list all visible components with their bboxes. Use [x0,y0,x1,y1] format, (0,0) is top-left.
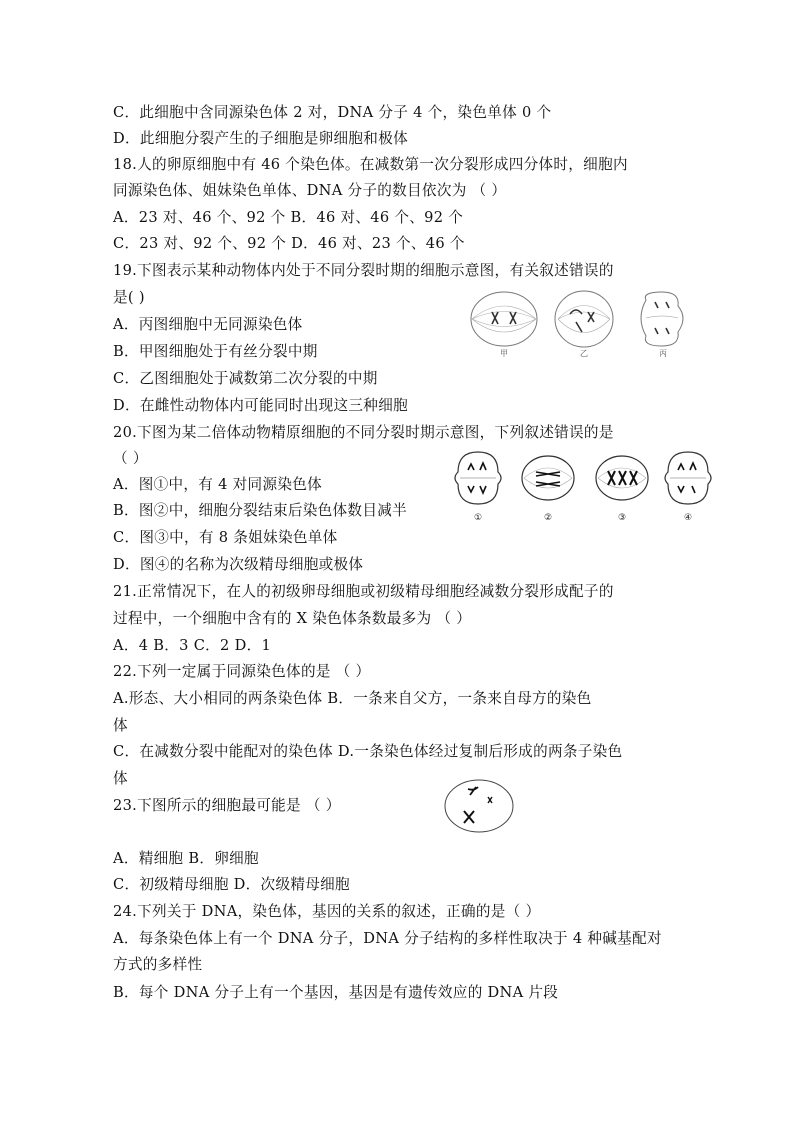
cell-4-diagram [665,452,711,523]
text-line: 方式的多样性 [113,956,203,973]
text-line: C．此细胞中含同源染色体 2 对，DNA 分子 4 个，染色单体 0 个 [113,104,552,121]
option-line: A．每条染色体上有一个 DNA 分子，DNA 分子结构的多样性取决于 4 种碱基配对 [113,930,662,947]
label-4: ④ [684,513,693,523]
option-line: D．在雌性动物体内可能同时出现这三种细胞 [113,397,408,414]
text-line: D．此细胞分裂产生的子细胞是卵细胞和极体 [113,130,408,147]
q23-cell-figure [442,777,516,835]
cell-3-diagram [596,456,648,523]
question-21: 21.正常情况下，在人的初级卵母细胞或初级精母细胞经减数分裂形成配子的 [113,583,614,600]
q19-cell-figure [466,288,706,360]
option-line: A．4 B．3 C．2 D．1 [113,637,272,654]
caption-yi: 乙 [580,349,588,358]
option-line: D．图④的名称为次级精母细胞或极体 [113,556,364,573]
option-line: C．图③中，有 8 条姐妹染色单体 [113,529,338,546]
option-line: C．在减数分裂中能配对的染色体 D.一条染色体经过复制后形成的两条子染色 [113,743,623,760]
question-22: 22.下列一定属于同源染色体的是 （ ） [113,663,371,680]
option-line: B．图②中，细胞分裂结束后染色体数目减半 [113,502,408,519]
text-line: 体 [113,717,128,734]
text-line: （ ） [113,450,148,467]
option-line: A．精细胞 B．卵细胞 [113,850,259,867]
label-1: ① [474,513,483,523]
caption-jia: 甲 [500,349,508,358]
option-line: B．甲图细胞处于有丝分裂中期 [113,343,318,360]
cell-jia-diagram [471,292,537,358]
label-2: ② [544,513,553,523]
text-line: 同源染色体、姐妹染色单体、DNA 分子的数目依次为 （ ） [113,182,507,199]
text-line: 过程中，一个细胞中含有的 X 染色体条数最多为 （ ） [113,610,472,627]
cell-2-diagram [522,456,574,523]
caption-bing: 丙 [659,349,667,358]
cell-bing-diagram [641,292,683,358]
question-19: 19.下图表示某种动物体内处于不同分裂时期的细胞示意图，有关叙述错误的 [113,262,614,279]
question-20: 20.下图为某二倍体动物精原细胞的不同分裂时期示意图，下列叙述错误的是 [113,424,614,441]
text-line: 是( ) [113,289,145,306]
question-18: 18.人的卵原细胞中有 46 个染色体。在减数第一次分裂形成四分体时，细胞内 [113,156,628,173]
cell-1-diagram [455,452,501,523]
option-line: B．每个 DNA 分子上有一个基因，基因是有遗传效应的 DNA 片段 [113,984,559,1001]
option-line: C．初级精母细胞 D．次级精母细胞 [113,876,350,893]
question-23: 23.下图所示的细胞最可能是 （ ） [113,797,341,814]
option-line: C．23 对、92 个、92 个 D．46 对、23 个、46 个 [113,235,465,252]
option-line: C．乙图细胞处于减数第二次分裂的中期 [113,370,378,387]
option-line: A．23 对、46 个、92 个 B．46 对、46 个、92 个 [113,209,464,226]
option-line: A.形态、大小相同的两条染色体 B．一条来自父方，一条来自母方的染色 [113,690,592,707]
q20-cell-figure [452,448,714,528]
text-line: 体 [113,770,128,787]
cell-yi-diagram [555,291,613,358]
option-line: A．图①中，有 4 对同源染色体 [113,476,323,493]
question-24: 24.下列关于 DNA，染色体，基因的关系的叙述，正确的是（ ） [113,903,541,920]
label-3: ③ [618,513,627,523]
option-line: A．丙图细胞中无同源染色体 [113,316,303,333]
